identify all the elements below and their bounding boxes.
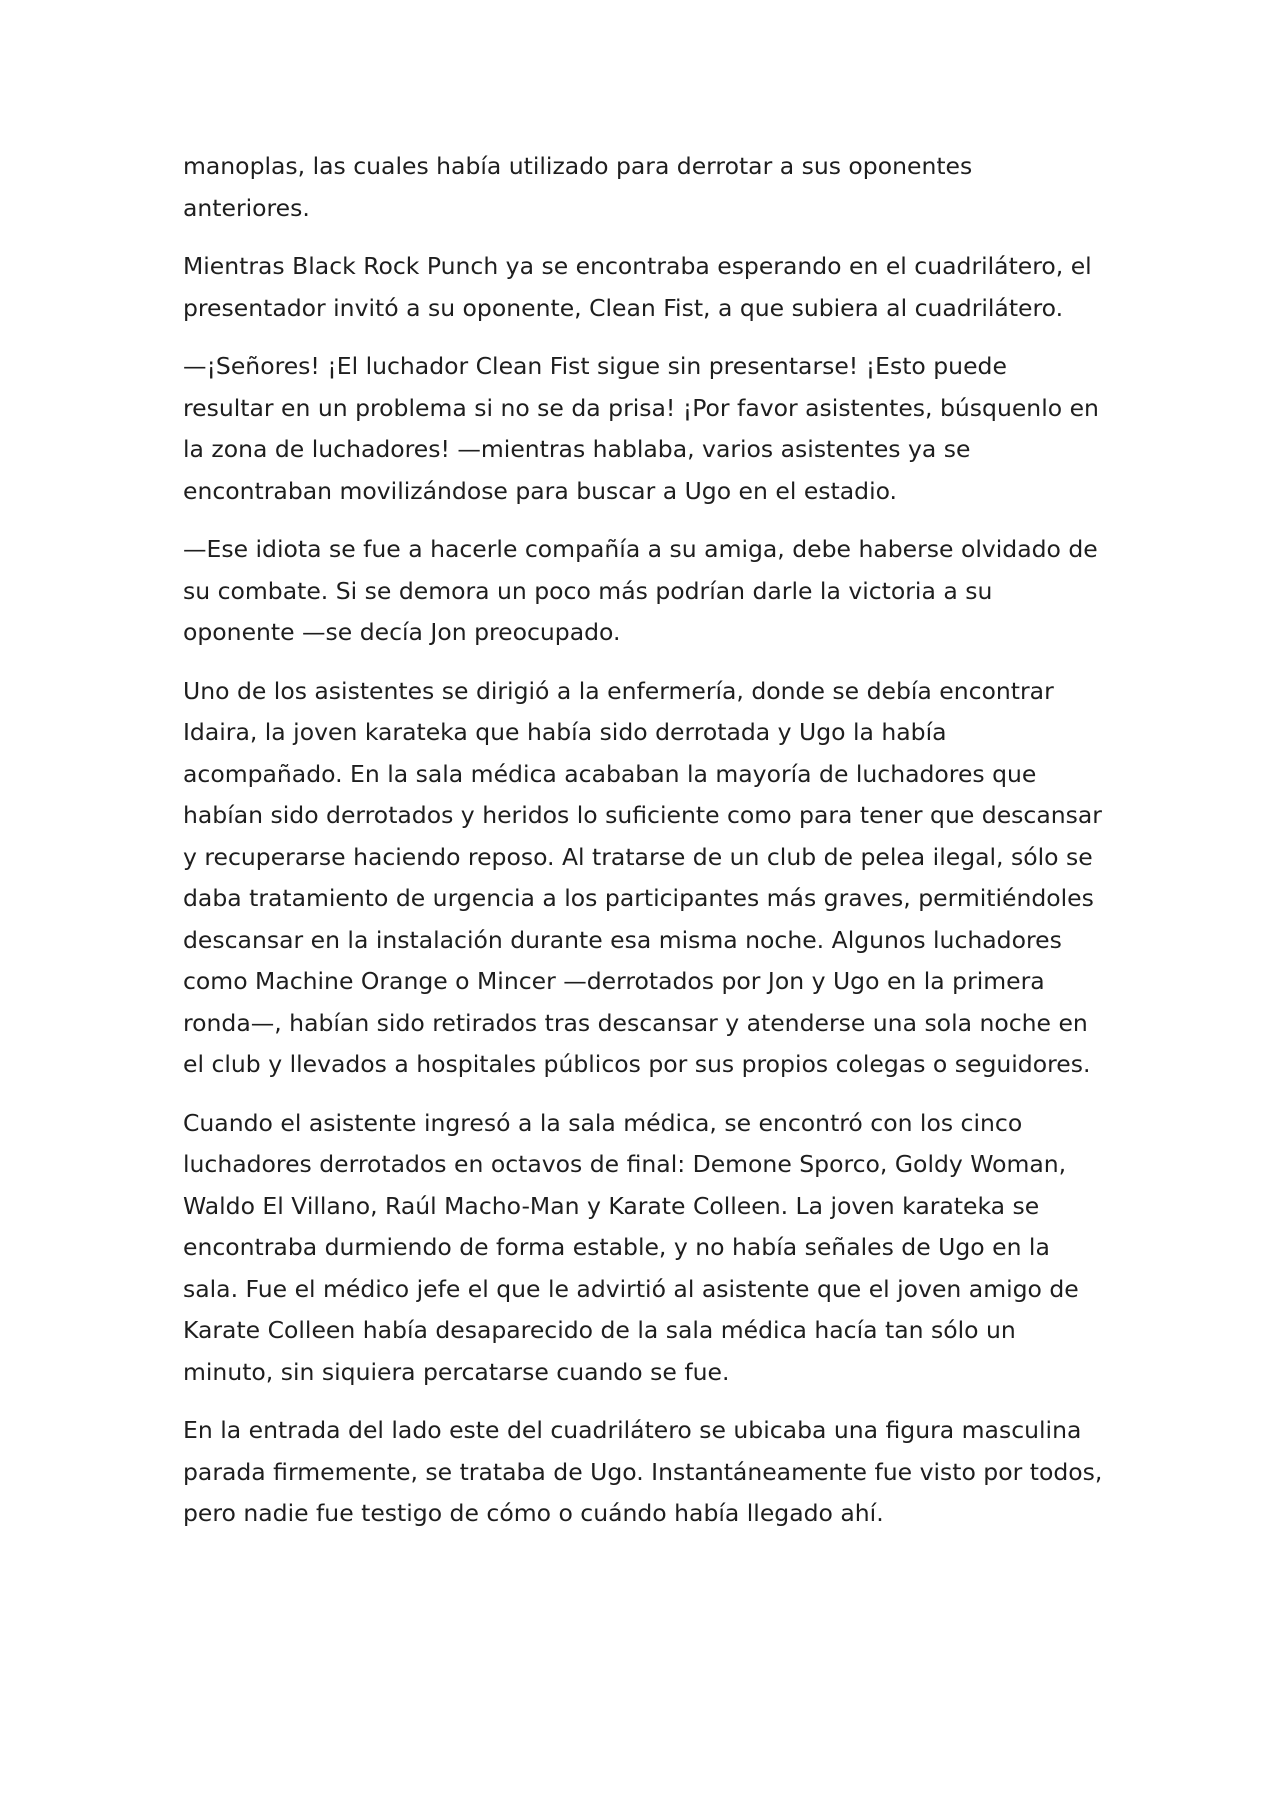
paragraph: —Ese idiota se fue a hacerle compañía a su amiga, debe haberse olvidado de su combate. Si se demora un poco más podrían darle la victoria a su oponente —se decía Jon preocupado. — [183, 535, 1098, 646]
paragraph: —¡Señores! ¡El luchador Clean Fist sigue sin presentarse! ¡Esto puede resultar en un problema si no se da prisa! ¡Por favor asistentes, búsquenlo en la zona de luchadores! —mientras hablaba, varios asistentes ya se encontraban movilizándose para buscar a Ugo en el estadio. — [183, 352, 1099, 505]
text-column — [183, 146, 1103, 1552]
paragraph: Uno de los asistentes se dirigió a la enfermería, donde se debía encontrar Idaira, la joven karateka que había sido derrotada y Ugo la había acompañado. En la sala médica acababan la mayoría de luchadores que habían sido derrotados y heridos lo suficiente como para tener que descansar y recuperarse haciendo reposo. Al tratarse de un club de pelea ilegal, sólo se daba tratamiento de urgencia a los participantes más graves, permitiéndoles descansar en la instalación durante esa misma noche. Algunos luchadores como Machine Orange o Mincer —derrotados por Jon y Ugo en la primera ronda—, habían sido retirados tras descansar y atenderse una sola noche en el club y llevados a hospitales públicos por sus propios colegas o seguidores. — [183, 676, 1102, 1078]
paragraph: Mientras Black Rock Punch ya se encontraba esperando en el cuadrilátero, el presentador invitó a su oponente, Clean Fist, a que subiera al cuadrilátero. — [183, 252, 1092, 322]
paragraph: Cuando el asistente ingresó a la sala médica, se encontró con los cinco luchadores derrotados en octavos de final: Demone Sporco, Goldy Woman, Waldo El Villano, Raúl Macho-Man y Karate Colleen. La joven karateka se encontraba durmiendo de forma estable, y no había señales de Ugo en la sala. Fue el médico jefe el que le advirtió al asistente que el joven amigo de Karate Colleen había desaparecido de la sala médica hacía tan sólo un minuto, sin siquiera percatarse cuando se fue. — [183, 1108, 1079, 1386]
paragraph: En la entrada del lado este del cuadrilátero se ubicaba una figura masculina parada firmemente, se trataba de Ugo. Instantáneamente fue visto por todos, pero nadie fue testigo de cómo o cuándo había llegado ahí. — [183, 1416, 1103, 1527]
paragraph: manoplas, las cuales había utilizado para derrotar a sus oponentes anteriores. — [183, 152, 973, 222]
